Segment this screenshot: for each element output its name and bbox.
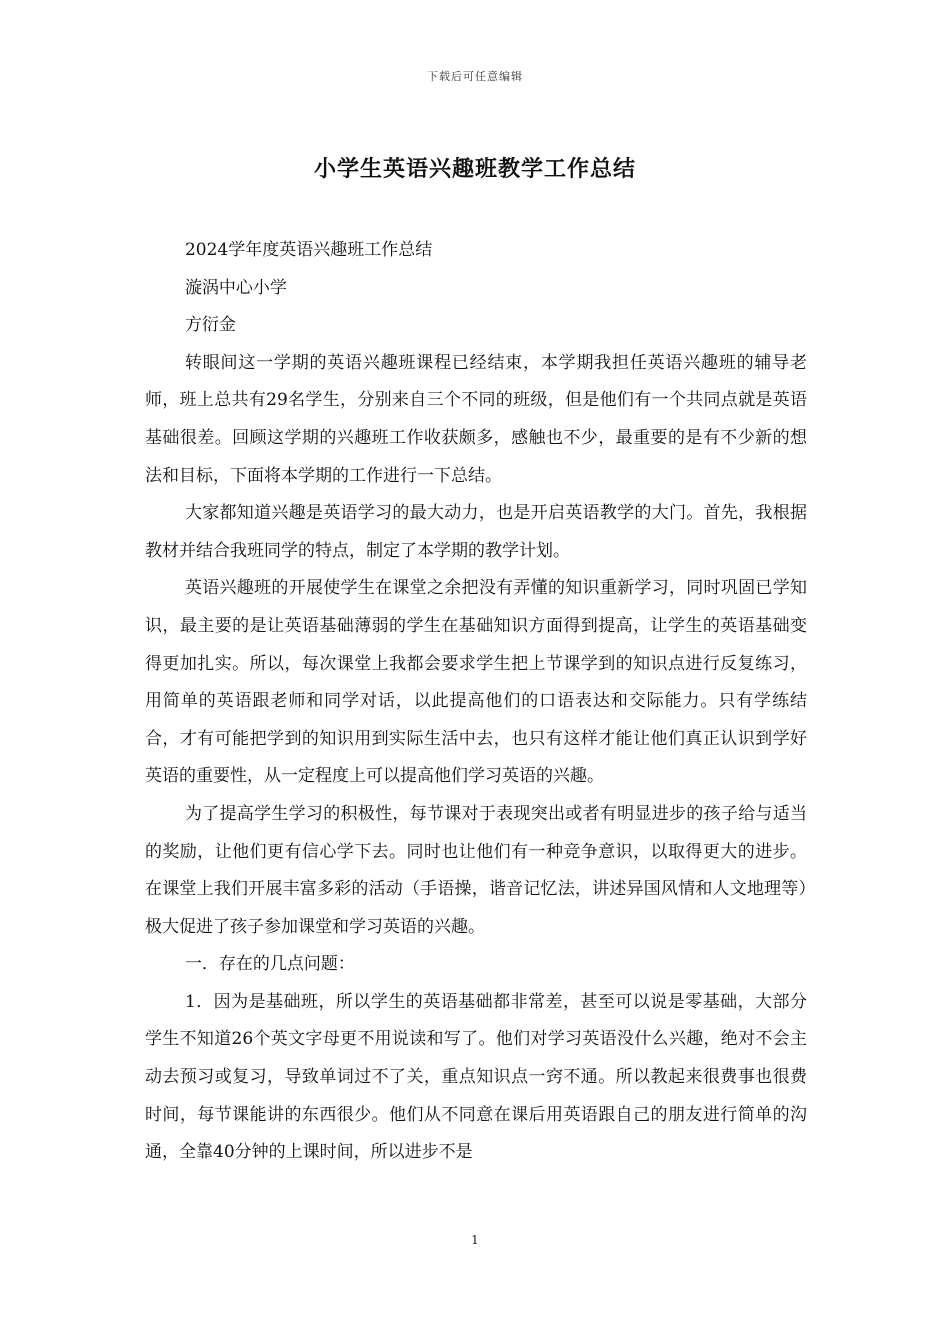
page-number: 1 bbox=[471, 1233, 479, 1247]
paragraph-interest: 大家都知道兴趣是英语学习的最大动力，也是开启英语教学的大门。首先，我根据教材并结合我班同学的特点，制定了本学期的教学计划。 bbox=[145, 503, 807, 561]
paragraph-subtitle: 2024学年度英语兴趣班工作总结 bbox=[184, 240, 433, 260]
paragraph-problems-heading: 一．存在的几点问题： bbox=[184, 954, 355, 975]
paragraph-school: 漩涡中心小学 bbox=[184, 277, 287, 298]
paragraph-intro: 转眼间这一学期的英语兴趣班课程已经结束，本学期我担任英语兴趣班的辅导老师，班上总共有29名学生，分别来自三个不同的班级，但是他们有一个共同点就是英语基础很差。回顾这学期的兴趣班工作收获颇多，感触也不少，最重要的是有不少新的想法和目标，下面将本学期的工作进行一下总结。 bbox=[145, 352, 807, 486]
document-title: 小学生英语兴趣班教学工作总结 bbox=[313, 156, 636, 182]
header-note: 下载后可任意编辑 bbox=[427, 70, 523, 83]
document-body bbox=[145, 232, 807, 1172]
paragraph-practice: 英语兴趣班的开展使学生在课堂之余把没有弄懂的知识重新学习，同时巩固已学知识，最主要的是让英语基础薄弱的学生在基础知识方面得到提高，让学生的英语基础变得更加扎实。所以，每次课堂上我都会要求学生把上节课学到的知识点进行反复练习，用简单的英语跟老师和同学对话，以此提高他们的口语表达和交际能力。只有学练结合，才有可能把学到的知识用到实际生活中去，也只有这样才能让他们真正认识到学好英语的重要性，从一定程度上可以提高他们学习英语的兴趣。 bbox=[145, 578, 807, 787]
paragraph-motivation: 为了提高学生学习的积极性，每节课对于表现突出或者有明显进步的孩子给与适当的奖励，让他们更有信心学下去。同时也让他们有一种竞争意识，以取得更大的进步。在课堂上我们开展丰富多彩的活动（手语操，谐音记忆法，讲述异国风情和人文地理等）极大促进了孩子参加课堂和学习英语的兴趣。 bbox=[145, 803, 807, 937]
paragraph-author: 方衍金 bbox=[184, 315, 236, 336]
paragraph-problem-1: 1．因为是基础班，所以学生的英语基础都非常差，甚至可以说是零基础，大部分学生不知道26个英文字母更不用说读和写了。他们对学习英语没什么兴趣，绝对不会主动去预习或复习，导致单词过不了关，重点知识点一窍不通。所以教起来很费事也很费时间，每节课能讲的东西很少。他们从不同意在课后用英语跟自己的朋友进行简单的沟通，全靠40分钟的上课时间，所以进步不是 bbox=[145, 991, 807, 1163]
